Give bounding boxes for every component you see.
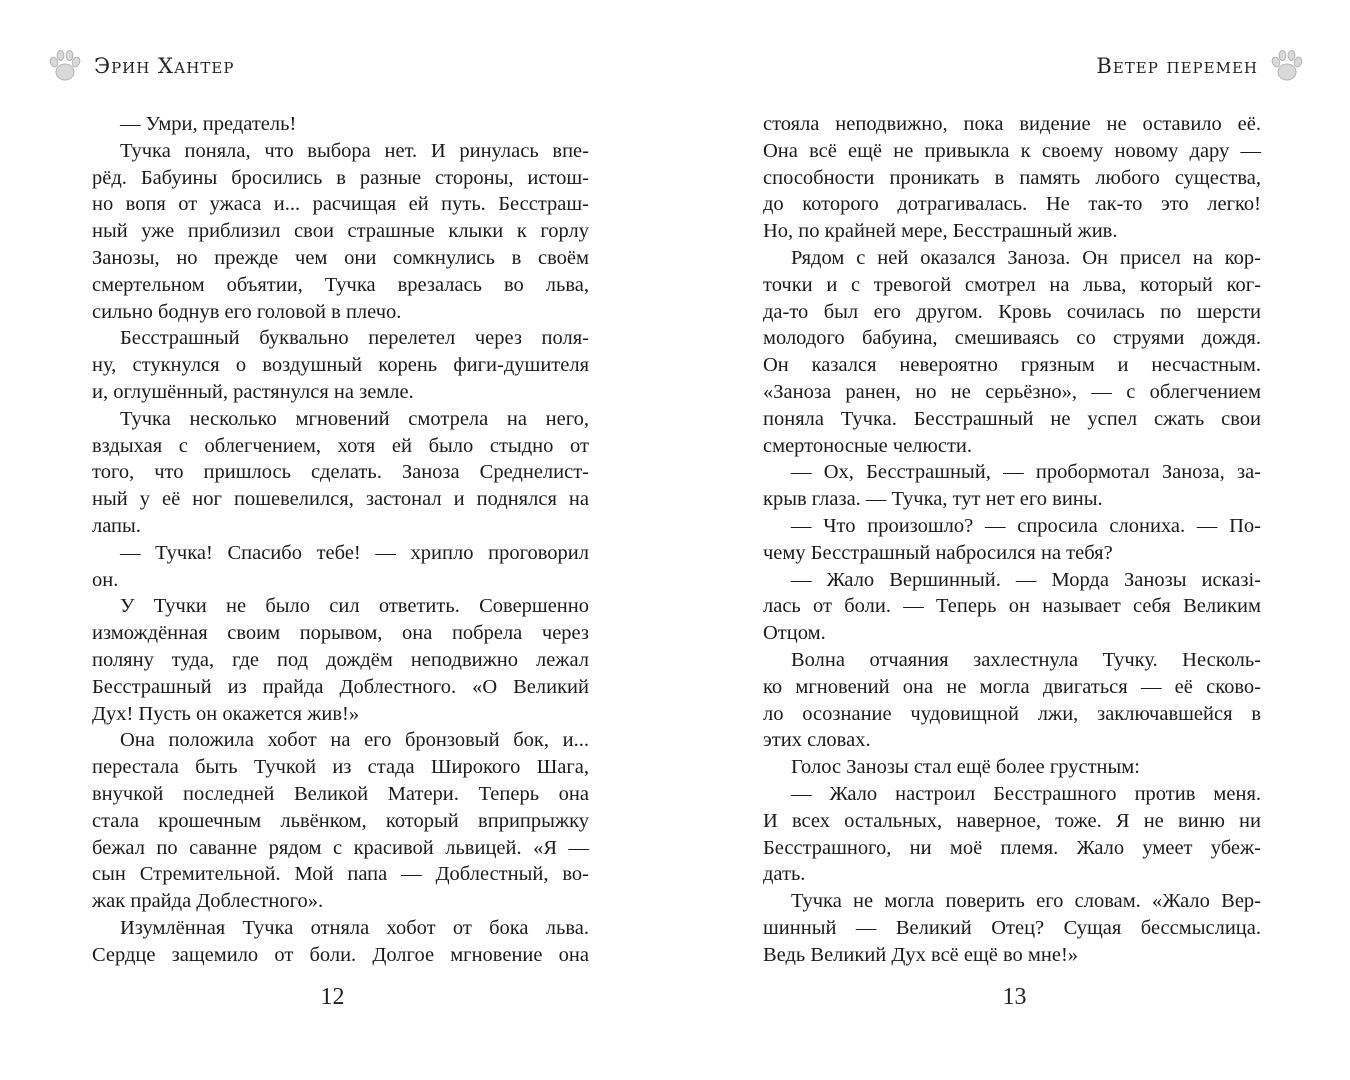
text-line: — Тучка! Спасибо тебе! — хрипло проговорил (120, 541, 589, 564)
text-line: вздыхая с облегчением, хотя ей было стыдно от (92, 434, 589, 457)
text-line: точки и с тревогой смотрел на льва, который ког- (763, 273, 1261, 296)
text-line: Бесстрашного, ни моё племя. Жало умеет убеж- (763, 836, 1261, 859)
text-line: сын Стремительной. Мой папа — Доблестный, во- (92, 863, 589, 886)
text-line: чему Бесстрашный набросился на тебя? (763, 541, 1113, 564)
text-line: У Тучки не было сил ответить. Совершенно (120, 595, 589, 618)
text-line: — Что произошло? — спросила слониха. — По- (791, 514, 1261, 537)
text-line: Бесстрашный буквально перелетел через поля- (120, 327, 589, 350)
text-line: Голос Занозы стал ещё более грустным: (791, 756, 1140, 779)
text-line: Она всё ещё не привыкла к своему новому дару — (763, 139, 1261, 162)
text-line: поляну туда, где под дождём неподвижно лежал (92, 648, 589, 671)
text-line: жак прайда Доблестного». (92, 890, 324, 913)
text-line: Дух! Пусть он окажется жив!» (92, 702, 360, 725)
text-line: того, что пришлось сделать. Заноза Среднелист- (92, 461, 589, 484)
text-line: Рядом с ней оказался Заноза. Он присел на кор- (791, 246, 1261, 269)
text-line: Изумлённая Тучка отняла хобот от бока льва. (120, 916, 589, 939)
text-line: Тучка поняла, что выбора нет. И ринулась впе- (120, 139, 589, 162)
text-line: стояла неподвижно, пока видение не оставило её. (763, 113, 1261, 135)
text-line: ный у её ног пошевелился, застонал и поднялся на (92, 488, 589, 511)
text-line: он. (92, 568, 119, 591)
paw-print-icon (48, 48, 82, 84)
author-name: Эрин Хантер (94, 54, 235, 78)
text-line: — Ох, Бесстрашный, — пробормотал Заноза, за- (791, 461, 1261, 484)
text-line: Отцом. (763, 622, 826, 645)
right-page-text (763, 111, 1261, 969)
text-line: и, оглушённый, растянулся на земле. (92, 380, 414, 403)
text-line: ный уже приблизил свои страшные клыки к горлу (92, 220, 589, 243)
text-line: Она положила хобот на его бронзовый бок, и... (120, 729, 589, 752)
text-line: перестала быть Тучкой из стада Широкого Шага, (92, 756, 589, 779)
text-line: дать. (763, 863, 806, 886)
text-line: И всех остальных, наверное, тоже. Я не виню ни (763, 809, 1261, 832)
text-line: до которого дотрагивалась. Не так-то это легко! (763, 193, 1261, 216)
text-line: — Жало Вершинный. — Морда Занозы исказі- (791, 568, 1261, 591)
left-page-text (92, 111, 589, 969)
text-line: Но, по крайней мере, Бесстрашный жив. (763, 220, 1118, 243)
text-line: внучкой последней Великой Матери. Теперь она (92, 782, 589, 805)
page-number-left: 12 (320, 984, 345, 1010)
text-line: этих словах. (763, 729, 871, 752)
text-line: ко мгновений она не могла двигаться — её сково- (763, 675, 1261, 698)
text-line: «Заноза ранен, но не серьёзно», — с облегчением (763, 380, 1261, 403)
text-line: смертельном объятии, Тучка врезалась во льва, (92, 273, 589, 296)
text-line: молодого бабуина, смешиваясь со струями дождя. (763, 327, 1261, 350)
text-line: Ведь Великий Дух всё ещё во мне!» (763, 943, 1079, 966)
text-line: стала крошечным львёнком, который вприпрыжку (92, 809, 589, 832)
running-head-right (1096, 44, 1304, 88)
paw-print-icon (1270, 48, 1304, 84)
text-line: Тучка несколько мгновений смотрела на него, (120, 407, 589, 430)
text-line: Он казался невероятно грязным и несчастным. (763, 354, 1261, 377)
text-line: — Жало настроил Бесстрашного против меня. (791, 782, 1261, 805)
text-line: способности проникать в память любого существа, (763, 166, 1261, 189)
text-line: измождённая своим порывом, она побрела через (92, 622, 589, 645)
text-line: сильно боднув его головой в плечо. (92, 300, 402, 323)
page-number-right: 13 (1002, 984, 1027, 1010)
text-line: Бесстрашный из прайда Доблестного. «О Великий (92, 675, 589, 698)
running-head-left (48, 44, 234, 88)
text-line: но вопя от ужаса и... расчищая ей путь. Бесстраш- (92, 193, 589, 216)
text-line: да-то был его другом. Кровь сочилась по шерсти (763, 300, 1261, 323)
text-line: бежал по саванне рядом с красивой львицей. «Я — (92, 836, 589, 859)
text-line: ну, стукнулся о воздушный корень фиги-душителя (92, 354, 589, 377)
book-title: Ветер перемен (1096, 54, 1258, 78)
text-line: — Умри, предатель! (120, 113, 297, 135)
text-line: ло осознание чудовищной лжи, заключавшейся в (763, 702, 1261, 725)
text-line: Волна отчаяния захлестнула Тучку. Несколь- (791, 648, 1261, 671)
text-line: Тучка не могла поверить его словам. «Жало Вер- (791, 890, 1261, 913)
text-line: смертоносные челюсти. (763, 434, 972, 457)
text-line: Сердце защемило от боли. Долгое мгновение она (92, 943, 589, 966)
text-line: рёд. Бабуины бросились в разные стороны, истош- (92, 166, 589, 189)
text-line: шинный — Великий Отец? Сущая бессмыслица. (763, 916, 1261, 939)
text-line: поняла Тучка. Бесстрашный не успел сжать свои (763, 407, 1261, 430)
text-line: Занозы, но прежде чем они сомкнулись в своём (92, 246, 589, 269)
right-page (675, 0, 1350, 1080)
text-line: лась от боли. — Теперь он называет себя Великим (763, 595, 1261, 618)
text-line: лапы. (92, 514, 141, 537)
text-line: крыв глаза. — Тучка, тут нет его вины. (763, 488, 1103, 511)
